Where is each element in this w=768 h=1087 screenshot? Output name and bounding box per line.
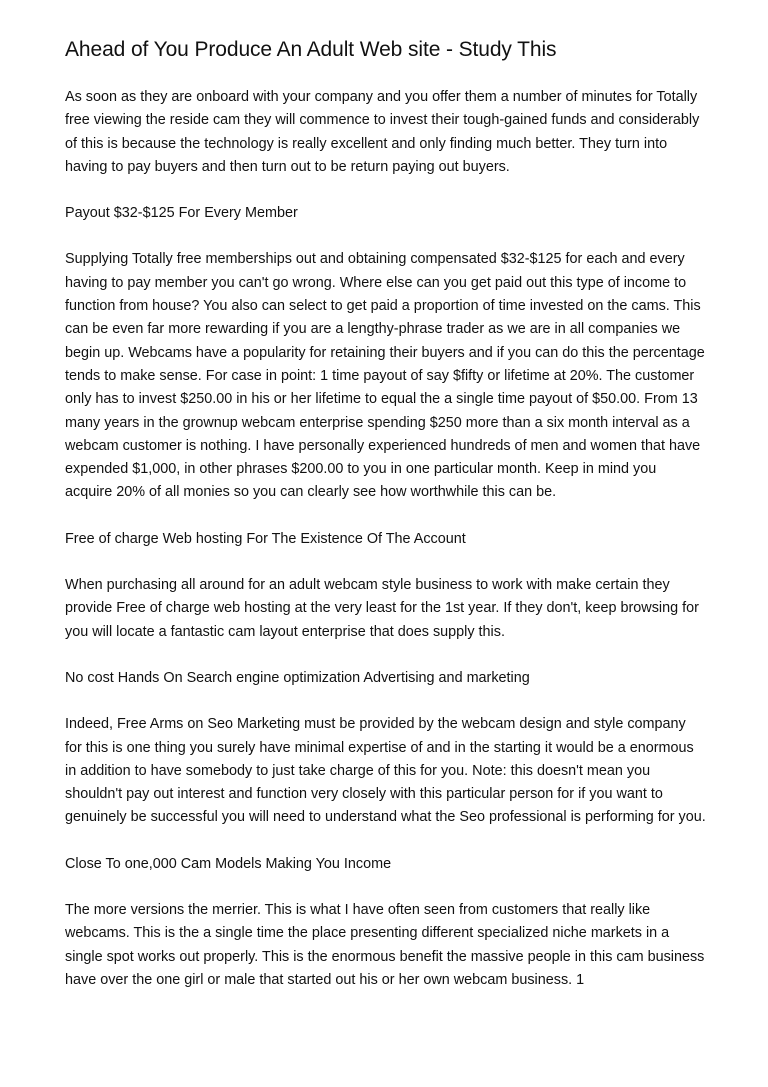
paragraph: When purchasing all around for an adult webcam style business to work with make certain they provide Free of charge web hosting at the very least for the 1st year. If they don't, keep browsing for you will locate a fantastic cam layout enterprise that does supply this.: [65, 577, 699, 640]
section-heading: Free of charge Web hosting For The Existence Of The Account: [65, 530, 466, 547]
section-heading: Close To one,000 Cam Models Making You Income: [65, 855, 392, 872]
section-heading: Payout $32-$125 For Every Member: [65, 205, 298, 222]
paragraph: Indeed, Free Arms on Seo Marketing must be provided by the webcam design and style company for this is one thing you surely have minimal expertise of and in the starting it would be a enormous in addition to have somebody to just take charge of this for you. Note: this doesn't mean you shouldn't pay out interest and function very closely with this particular person for if you want to genuinely be successful you will need to understand what the Seo professional is performing for you.: [65, 716, 706, 826]
document-title: Ahead of You Produce An Adult Web site - Study This: [65, 38, 557, 61]
paragraph: Supplying Totally free memberships out and obtaining compensated $32-$125 for each and every having to pay member you can't go wrong. Where else can you get paid out this type of income to function from house? You also can select to get paid a proportion of time invested on the cams. This can be even far more rewarding if you are a lengthy-phrase trader as we are in all companies we begin up. Webcams have a popularity for retaining their buyers and if you can do this the percentage tends to make sense. For case in point: 1 time payout of say $fifty or lifetime at 20%. The customer only has to invest $250.00 in his or her lifetime to equal the a single time payout of $50.00. From 13 many years in the grownup webcam enterprise spending $250 more than a six month interval as a webcam customer is nothing. I have personally experienced hundreds of men and women that have expended $1,000, in other phrases $200.00 to you in one particular month. Keep in mind you acquire 20% of all monies so you can clearly see how worthwhile this can be.: [65, 251, 705, 501]
paragraph: The more versions the merrier. This is what I have often seen from customers that really like webcams. This is the a single time the place presenting different specialized niche markets in a single spot works out properly. This is the enormous benefit the massive people in this cam business have over the one girl or male that started out his or her own webcam business. 1: [65, 902, 705, 988]
section-heading: No cost Hands On Search engine optimization Advertising and marketing: [65, 669, 530, 686]
paragraph: As soon as they are onboard with your company and you offer them a number of minutes for Totally free viewing the reside cam they will commence to invest their tough-gained funds and considerably of this is because the technology is really excellent and only finding much better. They turn into having to pay buyers and then turn out to be return paying out buyers.: [65, 89, 700, 175]
